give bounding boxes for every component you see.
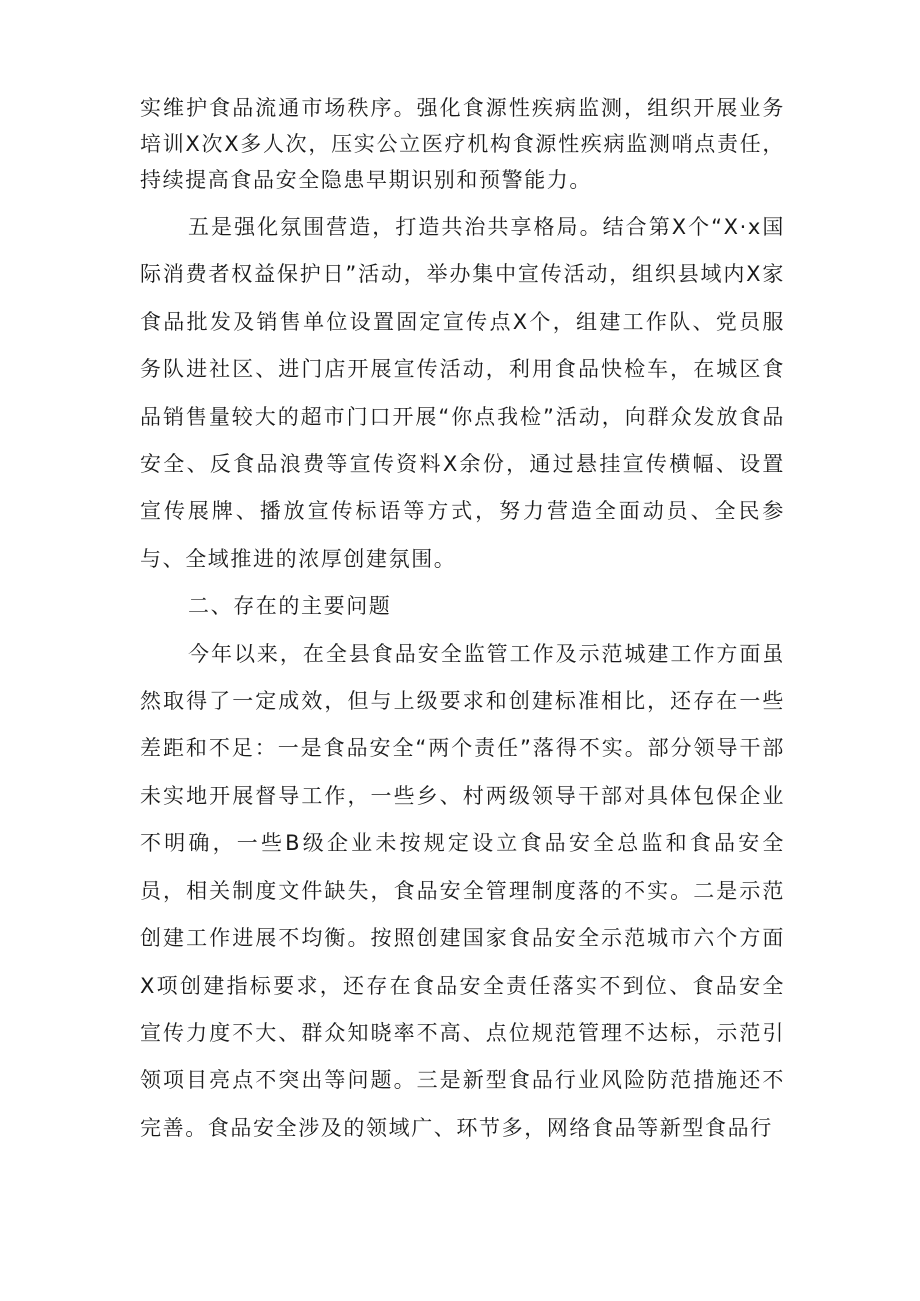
paragraph-food-circulation: 实维护食品流通市场秩序。强化食源性疾病监测，组织开展业务培训X次X多人次，压实公立医疗机构食源性疾病监测哨点责任，持续提高食品安全隐患早期识别和预警能力。 bbox=[140, 96, 785, 192]
paragraph-problems-detail: 今年以来，在全县食品安全监管工作及示范城建工作方面虽然取得了一定成效，但与上级要求和创建标准相比，还存在一些差距和不足：一是食品安全“两个责任”落得不实。部分领导干部未实地开展督导工作，一些乡、村两级领导干部对具体包保企业不明确，一些B级企业未按规定设立食品安全总监和食品安全员，相关制度文件缺失，食品安全管理制度落的不实。二是示范创建工作进展不均衡。按照创建国家食品安全示范城市六个方面X项创建指标要求，还存在食品安全责任落实不到位、食品安全宣传力度不大、群众知晓率不高、点位规范管理不达标，示范引领项目亮点不突出等问题。三是新型食品行业风险防范措施还不完善。食品安全涉及的领域广、环节多，网络食品等新型食品行 bbox=[140, 641, 785, 1140]
paragraph-atmosphere-building: 五是强化氛围营造，打造共治共享格局。结合第X个“X·x国际消费者权益保护日”活动，举办集中宣传活动，组织县域内X家食品批发及销售单位设置固定宣传点X个，组建工作队、党员服务队进社区、进门店开展宣传活动，利用食品快检车，在城区食品销售量较大的超市门口开展“你点我检”活动，向群众发放食品安全、反食品浪费等宣传资料X余份，通过悬挂宣传横幅、设置宣传展牌、播放宣传标语等方式，努力营造全面动员、全民参与、全域推进的浓厚创建氛围。 bbox=[140, 215, 785, 571]
section-heading-main-problems: 二、存在的主要问题 bbox=[188, 594, 392, 619]
document-body bbox=[140, 90, 785, 1152]
